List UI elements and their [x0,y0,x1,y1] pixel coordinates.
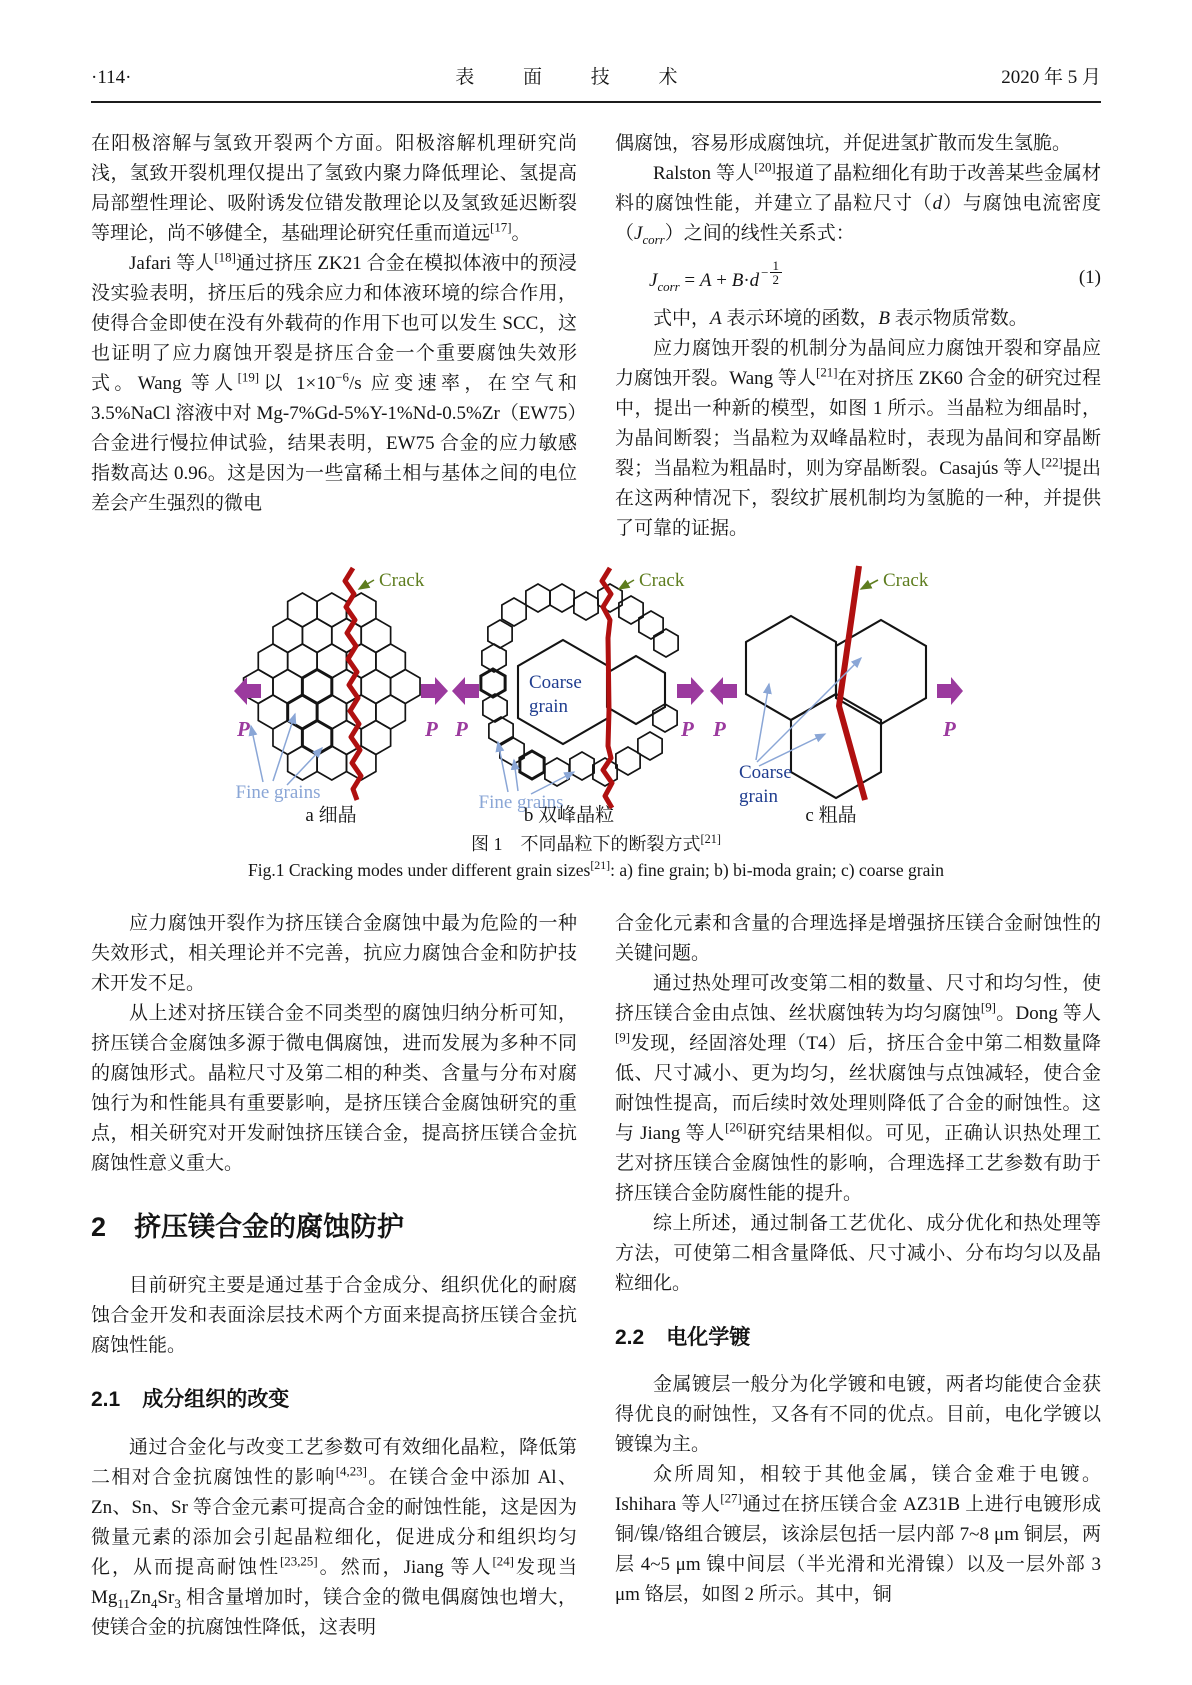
coarse-grain-label: Coarse [739,762,792,783]
crack-pointer-arrow [619,580,634,589]
panel-coarse-grain [710,566,963,826]
fine-grains-pointer [514,760,518,791]
fine-grains-label: Fine grains [478,792,564,813]
crack-pointer-arrow [359,580,374,589]
paragraph: 综上所述，通过制备工艺优化、成分优化和热处理等方法，可使第二相含量降低、尺寸减小、分布均匀以及晶粒细化。 [615,1213,1101,1294]
hexagon-grid [244,593,420,780]
figure-1-diagrams [91,560,1101,826]
right-column-bottom [615,909,1101,1643]
top-text-section [91,129,1101,544]
crack-label: Crack [883,570,929,591]
equation-1 [615,259,1101,296]
crack-label: Crack [639,570,685,591]
figure-caption-en: Fig.1 Cracking modes under different grain sizes[21]: a) fine grain; b) bi-moda grain; c) coarse grain [248,858,944,880]
paragraph: 偶腐蚀，容易形成腐蚀坑，并促进氢扩散而发生氢脆。 [615,133,1072,154]
coarse-grain-hexagon [791,694,881,798]
load-p-label: P [425,717,438,741]
panel-bimodal-grain [452,568,704,826]
paragraph: 在阳极溶解与氢致开裂两个方面。阳极溶解机理研究尚浅，氢致开裂机理仅提出了氢致内聚力降低理论、氢提高局部塑性理论、吸附诱发位错发散理论以及氢致延迟断裂等理论，尚不够健全，基础理论研究任重而道远[17]。 [91,133,577,244]
page-header [91,62,1101,103]
section-title: 成分组织的改变 [142,1388,290,1412]
paragraph: 合金化元素和含量的合理选择是增强挤压镁合金耐蚀性的关键问题。 [615,913,1101,964]
page-number: ·114· [91,67,132,88]
fine-grains-pointer [498,742,508,792]
load-p-label: P [681,717,694,741]
paragraph: 式中，A 表示环境的函数，B 表示物质常数。 [653,308,1028,329]
paragraph: 从上述对挤压镁合金不同类型的腐蚀归纳分析可知，挤压镁合金腐蚀多源于微电偶腐蚀，进而发展为多种不同的腐蚀形式。晶粒尺寸及第二相的种类、含量与分布对腐蚀行为和性能具有重要影响，是挤压镁合金腐蚀研究的重点，相关研究对开发耐蚀挤压镁合金，提高挤压镁合金抗腐蚀性意义重大。 [91,1003,577,1174]
load-p-label: P [943,717,956,741]
section-number: 2 [91,1212,107,1242]
section-heading-2-2 [615,1325,1101,1350]
subcaption-b: b 双峰晶粒 [523,805,615,826]
section-title: 挤压镁合金的腐蚀防护 [134,1212,405,1242]
paragraph: Ralston 等人[20]报道了晶粒细化有助于改善某些金属材料的腐蚀性能，并建立了晶粒尺寸（d）与腐蚀电流密度$(J_{corr})$之间的线性关系式： [615,159,1101,247]
coarse-grain-hexagon [746,616,836,720]
section-heading-2-1 [91,1387,577,1412]
paragraph: 金属镀层一般分为化学镀和电镀，两者均能使合金获得优良的耐蚀性，又各有不同的优点。目前，电化学镀以镀镍为主。 [615,1374,1101,1456]
load-arrow-left [234,677,261,705]
coarse-grain-pointer [756,684,769,760]
load-arrow-right [677,677,704,705]
load-arrow-right [937,677,963,705]
section-number: 2.1 [91,1388,121,1412]
left-column-top [91,129,577,544]
figure-1 [91,560,1101,883]
paragraph: 通过热处理可改变第二相的数量、尺寸和均匀性，使挤压镁合金由点蚀、丝状腐蚀转为均匀腐蚀[9]。Dong 等人[9]发现，经固溶处理（T4）后，挤压合金中第二相数量降低、尺寸减小、更为均匀，丝状腐蚀与点蚀减轻，使合金耐蚀性提高，而后续时效处理则降低了合金的耐蚀性。这与 Jiang 等人[26]研究结果相似。可见，正确认识热处理工艺对挤压镁合金腐蚀性的影响，合理选择工艺参数有助于挤压镁合金防腐性能的提升。 [615,973,1101,1204]
crack-label: Crack [379,570,425,591]
crack-line [345,568,361,800]
load-p-label: P [455,717,468,741]
crack-pointer-arrow [861,580,878,589]
equation-number: (1) [1078,266,1101,288]
load-arrow-left [710,677,737,705]
paragraph: 目前研究主要是通过基于合金成分、组织优化的耐腐蚀合金开发和表面涂层技术两个方面来提高挤压镁合金抗腐蚀性能。 [91,1275,577,1357]
coarse-grain-label: grain [739,786,779,807]
grain-hexagon [607,656,665,724]
section-title: 电化学镀 [666,1326,751,1349]
right-column-top [615,129,1101,544]
paragraph: 应力腐蚀开裂的机制分为晶间应力腐蚀开裂和穿晶应力腐蚀开裂。Wang 等人[21]在对挤压 ZK60 合金的研究过程中，提出一种新的模型，如图 1 所示。当晶粒为细晶时，为晶间断裂；当晶粒为双峰晶粒时，表现为晶间和穿晶断裂；当晶粒为粗晶时，则为穿晶断裂。Casajús 等人[22]提出在这两种情况下，裂纹扩展机制均为氢脆的一种，并提供了可靠的证据。 [615,338,1101,539]
fine-grains-label: Fine grains [235,782,321,803]
coarse-grain-label: Coarse [529,672,582,693]
load-arrow-right [421,677,448,705]
paragraph: 通过合金化与改变工艺参数可有效细化晶粒，降低第二相对合金抗腐蚀性的影响[4,23]。在镁合金中添加 Al、Zn、Sn、Sr 等合金元素可提高合金的耐蚀性能，这是因为微量元素的添加会引起晶粒细化，促进成分和组织均匀化，从而提高耐蚀性[23,25]。然而，Jiang 等人[24]发现当 $Mg_{11}Zn_4Sr_3$ 相含量增加时，镁合金的微电偶腐蚀也增大，使镁合金的抗腐蚀性降低，这表明 [91,1436,577,1638]
coarse-grain-label: grain [529,696,569,717]
section-heading-2 [91,1211,577,1243]
equation-expression: $J_{corr} = A + B\cdot d$ − $\frac{1}{2}$ [649,259,782,296]
crack-line [602,568,612,808]
left-column-bottom [91,909,577,1643]
paragraph: Jafari 等人[18]通过挤压 ZK21 合金在模拟体液中的预浸没实验表明，挤压后的残余应力和体液环境的综合作用，使得合金即使在没有外载荷的作用下也可以发生 SCC，这也证明了应力腐蚀开裂是挤压合金一个重要腐蚀失效形式。Wang 等人[19]以 $1\times 10^{-6}/s$ 应变速率，在空气和 3.5%NaCl 溶液中对 Mg-7%Gd-5%Y-1%Nd-0.5%Zr（EW75）合金进行慢拉伸试验，结果表明，EW75 合金的应力敏感指数高达 0.96。这是因为一些富稀土相与基体之间的电位差会产生强烈的微电 [91,249,578,514]
paragraph: 众所周知，相较于其他金属，镁合金难于电镀。Ishihara 等人[27]通过在挤压镁合金 AZ31B 上进行电镀形成铜/镍/铬组合镀层，该涂层包括一层内部 7~8 μm 铜层，两层 4~5 μm 镍中间层（半光滑和光滑镍）以及一层外部 3 μm 铬层，如图 2 所示。其中，铜 [615,1464,1101,1606]
bottom-text-section [91,909,1101,1643]
load-p-label: P [713,717,726,741]
subcaption-a: a 细晶 [305,805,357,826]
paragraph: 应力腐蚀开裂作为挤压镁合金腐蚀中最为危险的一种失效形式，相关理论并不完善，抗应力腐蚀合金和防护技术开发不足。 [91,913,577,994]
fine-grains-pointer [251,726,263,782]
panel-fine-grain [234,568,448,826]
load-arrow-left [452,677,479,705]
load-p-label: P [237,717,250,741]
journal-title: 表 面 技 术 [455,67,700,88]
crack-line [839,566,865,800]
issue-date: 2020 年 5 月 [1001,67,1101,88]
subcaption-c: c 粗晶 [805,805,857,826]
figure-caption-zh: 图 1 不同晶粒下的断裂方式[21] [471,832,721,854]
section-number: 2.2 [615,1326,645,1349]
